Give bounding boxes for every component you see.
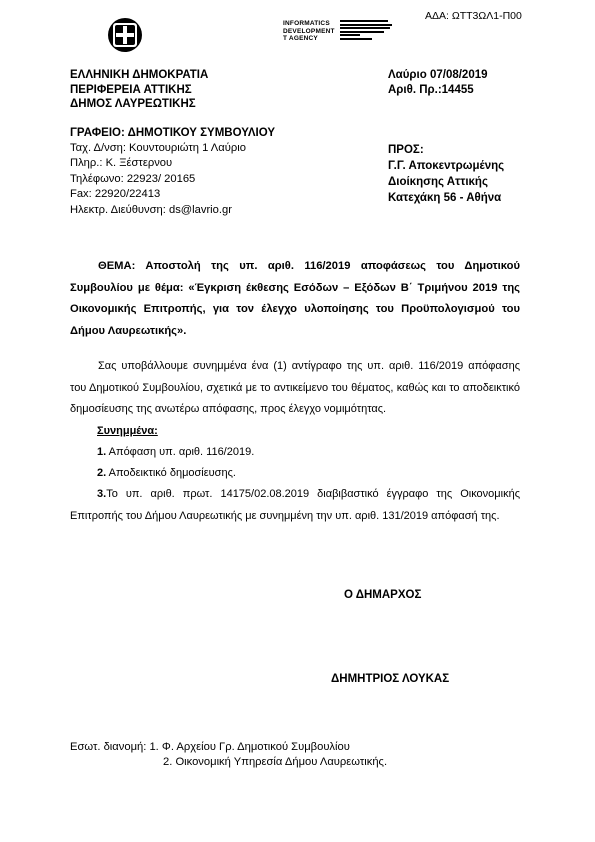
enclosures-label-wrap bbox=[97, 421, 158, 443]
enclosure-item bbox=[97, 463, 236, 485]
header-right bbox=[388, 68, 488, 97]
header-municipality: ΔΗΜΟΣ ΛΑΥΡΕΩΤΙΚΗΣ bbox=[70, 98, 196, 110]
office-phone: Τηλέφωνο: 22923/ 20165 bbox=[70, 172, 196, 185]
enclosure-text: Αποδεικτικό δημοσίευσης. bbox=[106, 467, 236, 479]
greek-coat-of-arms-icon bbox=[107, 17, 143, 53]
info-tag-line: DEVELOPMENT bbox=[283, 27, 335, 35]
signature-name: ΔΗΜΗΤΡΙΟΣ ΛΟΥΚΑΣ bbox=[331, 673, 450, 685]
signature-title: Ο ΔΗΜΑΡΧΟΣ bbox=[344, 589, 422, 601]
enclosure-text: Απόφαση υπ. αριθ. 116/2019. bbox=[106, 446, 255, 458]
subject-label: ΘΕΜΑ: bbox=[98, 260, 136, 272]
header-country: ΕΛΛΗΝΙΚΗ ΔΗΜΟΚΡΑΤΙΑ bbox=[70, 69, 209, 81]
document-date: Λαύριο 07/08/2019 bbox=[388, 69, 488, 81]
body-text: Σας υποβάλλουμε συνημμένα ένα (1) αντίγραφο της υπ. αριθ. 116/2019 απόφασης του Δημοτικού Συμβουλίου, σχετικά με το αντικείμενο του θέματος, καθώς και το αποδεικτικό δημοσίευσης της ανωτέρω απόφασης, προς έλεγχο νομιμότητας. bbox=[70, 360, 520, 415]
enclosure-item bbox=[70, 484, 520, 527]
info-agency-tag bbox=[283, 20, 335, 43]
distribution-line: 2. Οικονομική Υπηρεσία Δήμου Λαυρεωτικής. bbox=[163, 756, 388, 768]
office-info-person: Πληρ.: Κ. Ξέστερνου bbox=[70, 157, 173, 169]
recipient-line: Γ.Γ. Αποκεντρωμένης bbox=[388, 160, 505, 172]
office-title: ΓΡΑΦΕΙΟ: ΔΗΜΟΤΙΚΟΥ ΣΥΜΒΟΥΛΙΟΥ bbox=[70, 127, 276, 139]
recipient-line: Διοίκησης Αττικής bbox=[388, 176, 488, 188]
enclosure-number: 2. bbox=[97, 467, 107, 479]
enclosure-item bbox=[97, 442, 254, 464]
enclosure-number: 3. bbox=[97, 488, 107, 500]
header-left bbox=[70, 68, 208, 112]
enclosure-text: Το υπ. αριθ. πρωτ. 14175/02.08.2019 διαβιβαστικό έγγραφο της Οικονομικής Επιτροπής του Δήμου Λαυρεωτικής με συνημμένη την υπ. αριθ. 131/2019 απόφασή της. bbox=[70, 488, 520, 522]
office-email: Ηλεκτρ. Διεύθυνση: ds@lavrio.gr bbox=[70, 203, 232, 216]
office-fax: Fax: 22920/22413 bbox=[70, 188, 161, 200]
protocol-number: Αριθ. Πρ.:14455 bbox=[388, 83, 474, 96]
enclosures-label: Συνημμένα: bbox=[97, 425, 158, 437]
info-agency-small-print bbox=[340, 20, 392, 40]
office-address: Ταχ. Δ/νση: Κουντουριώτη 1 Λαύριο bbox=[70, 141, 246, 154]
office-block bbox=[70, 126, 275, 218]
subject-text: Αποστολή της υπ. αριθ. 116/2019 αποφάσεως του Δημοτικού Συμβουλίου με θέμα: «Έγκριση έκθεσης Εσόδων – Εξόδων Β΄ Τριμήνου 2019 της Οικονομικής Επιτροπής, για τον έλεγχο υλοποίησης του Προϋπολογισμού του Δήμου Λαυρεωτικής». bbox=[70, 260, 520, 337]
distribution-line: Εσωτ. διανομή: 1. Φ. Αρχείου Γρ. Δημοτικού Συμβουλίου bbox=[70, 741, 350, 753]
recipient-block bbox=[388, 142, 504, 206]
ada-code: ΑΔΑ: ΩΤΤ3ΩΛ1-Π00 bbox=[425, 10, 522, 22]
header-region: ΠΕΡΙΦΕΡΕΙΑ ΑΤΤΙΚΗΣ bbox=[70, 83, 192, 96]
recipient-line: Κατεχάκη 56 - Αθήνα bbox=[388, 192, 502, 204]
info-tag-line: T AGENCY bbox=[283, 35, 318, 43]
info-tag-line: INFORMATICS bbox=[283, 20, 330, 27]
recipient-label: ΠΡΟΣ: bbox=[388, 144, 424, 156]
enclosure-number: 1. bbox=[97, 446, 107, 458]
body-paragraph bbox=[70, 356, 520, 421]
subject-paragraph bbox=[70, 256, 520, 342]
